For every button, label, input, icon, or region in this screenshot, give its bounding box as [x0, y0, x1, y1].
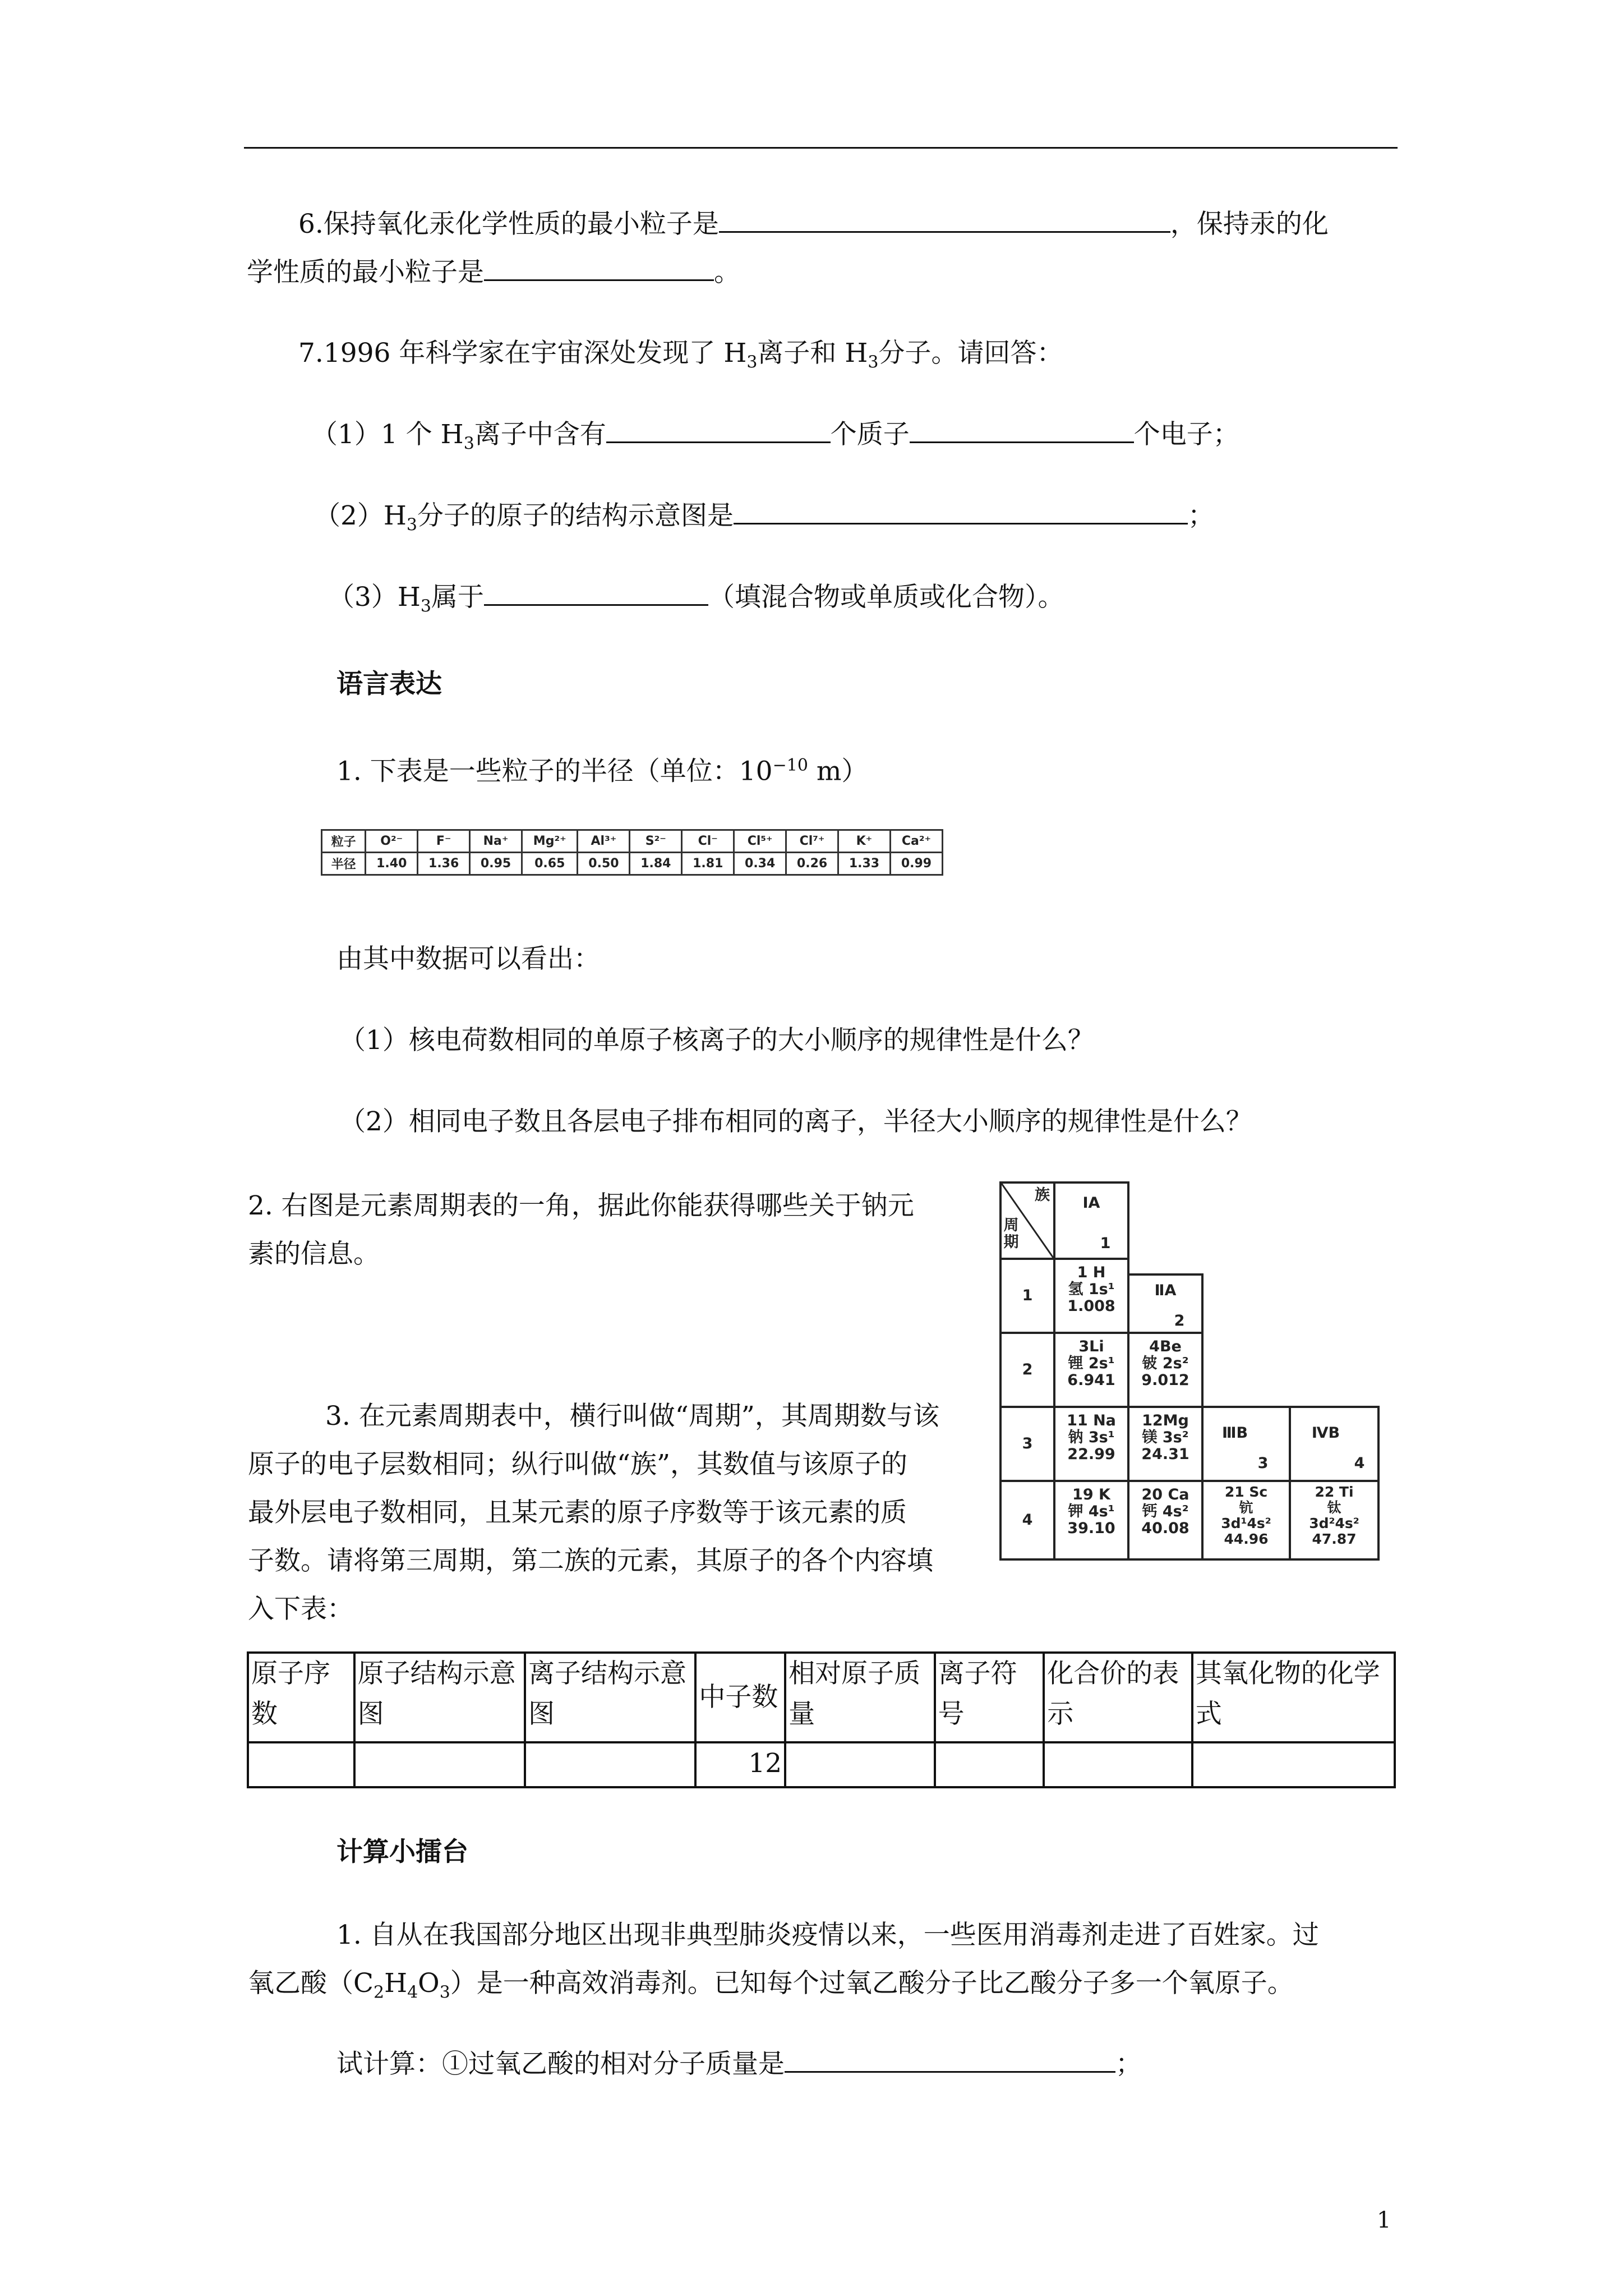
header-ion-symbol: 离子符号 [935, 1653, 1044, 1742]
lang-q1-text-b: m） [808, 756, 868, 787]
q7-s2-a: （2）H [314, 500, 407, 531]
element-cell-na [1053, 1406, 1129, 1482]
header-rule [244, 147, 1398, 149]
q7-sub1 [311, 412, 1239, 466]
element-symbol: 1 H [1077, 1264, 1106, 1281]
table-cell: K⁺ [838, 830, 891, 853]
table-cell: Cl⁻ [682, 830, 734, 853]
calc-q1-line1: 1. 自从在我国部分地区出现非典型肺炎疫情以来，一些医用消毒剂走进了百姓家。过 [336, 1920, 1319, 1950]
table-cell: 0.50 [578, 853, 630, 875]
lang-q3-line: 3. 在元素周期表中，横行叫做“周期”，其周期数与该 [325, 1401, 939, 1432]
element-config: 钠 3s¹ [1068, 1429, 1115, 1446]
element-mass: 24.31 [1141, 1446, 1189, 1463]
element-mass: 22.99 [1067, 1446, 1115, 1463]
element-symbol: 4Be [1149, 1338, 1182, 1355]
element-symbol: 3Li [1078, 1338, 1104, 1355]
page-number: 1 [1377, 2207, 1391, 2233]
table-cell: Cl⁵⁺ [734, 830, 786, 853]
group-header-ivb [1289, 1406, 1380, 1482]
header-neutron-number: 中子数 [695, 1653, 785, 1742]
header-atomic-number: 原子序数 [248, 1653, 354, 1742]
q7-s3-c: （填混合物或单质或化合物）。 [708, 582, 1064, 613]
answer-table-header-row [248, 1653, 1395, 1742]
period-label: 1 [999, 1258, 1055, 1334]
q7-sub: 3 [746, 352, 758, 372]
q6-line2 [247, 250, 740, 295]
element-symbol: 19 K [1072, 1486, 1110, 1503]
lang-q1-text-a: 1. 下表是一些粒子的半径（单位：10 [336, 756, 773, 787]
table-cell: 1.81 [682, 853, 734, 875]
lang-q3-line: 入下表： [248, 1594, 353, 1625]
formula-element: O [418, 1968, 440, 1999]
q6-blank-2[interactable] [484, 254, 714, 281]
element-config: 锂 2s¹ [1068, 1355, 1115, 1372]
element-config: 氢 1s¹ [1068, 1281, 1115, 1298]
table-cell: 1.33 [838, 853, 891, 875]
element-symbol: 21 Sc [1224, 1484, 1268, 1500]
header-valence: 化合价的表示 [1044, 1653, 1192, 1742]
q7-s2-b: 分子的原子的结构示意图是 [417, 500, 734, 531]
calc-q1-text-d: ； [1115, 2049, 1142, 2079]
radius-table-row [322, 830, 943, 853]
q6-text-a: 6.保持氧化汞化学性质的最小粒子是 [298, 209, 719, 240]
element-symbol: 11 Na [1067, 1412, 1116, 1429]
element-cell-li [1053, 1332, 1129, 1408]
element-config: 3d²4s² [1309, 1515, 1359, 1531]
q7-s3-b: 属于 [431, 582, 484, 613]
table-cell: 1.40 [366, 853, 418, 875]
answer-cell-neutron: 12 [695, 1742, 785, 1787]
period-label: 3 [999, 1406, 1055, 1482]
group-label: ⅢB [1221, 1424, 1248, 1442]
lang-q3-line: 原子的电子层数相同；纵行叫做“族”，其数值与该原子的 [248, 1449, 908, 1480]
table-cell: 0.34 [734, 853, 786, 875]
lang-q1-note: 由其中数据可以看出： [336, 944, 600, 974]
q7-intro-a: 7.1996 年科学家在宇宙深处发现了 H [298, 338, 747, 369]
element-name: 钛 [1327, 1499, 1341, 1516]
answer-cell-oxide[interactable] [1192, 1742, 1395, 1787]
lang-q1-sub1: （1）核电荷数相同的单原子核离子的大小顺序的规律性是什么？ [339, 1025, 1094, 1056]
element-mass: 9.012 [1141, 1372, 1189, 1389]
period-label: 2 [999, 1332, 1055, 1408]
group-label: ⅠA [1082, 1194, 1100, 1212]
lang-q2-line2: 素的信息。 [248, 1239, 380, 1269]
table-cell: Al³⁺ [578, 830, 630, 853]
element-name: 钪 [1239, 1499, 1253, 1516]
answer-cell-atomic-number[interactable] [248, 1742, 354, 1787]
q7-s3-a: （3）H [328, 582, 421, 613]
header-relative-mass: 相对原子质量 [785, 1653, 934, 1742]
element-config: 镁 3s² [1142, 1429, 1189, 1446]
lang-q3-line: 最外层电子数相同，且某元素的原子序数等于该元素的质 [248, 1497, 907, 1528]
group-header-ia [1053, 1181, 1129, 1260]
table-cell: 半径 [322, 853, 366, 875]
formula-sub: 3 [439, 1982, 450, 2003]
q6-blank-1[interactable] [719, 205, 1170, 233]
q6-text-c: 学性质的最小粒子是 [247, 257, 484, 288]
calc-q1-text-c: 试计算：①过氧乙酸的相对分子质量是 [336, 2049, 785, 2079]
answer-table-row [248, 1742, 1395, 1787]
calc-q1-text-b: ）是一种高效消毒剂。已知每个过氧乙酸分子比乙酸分子多一个氧原子。 [450, 1968, 1294, 1999]
table-cell: 0.95 [470, 853, 522, 875]
q7-intro-c: 分子。请回答： [878, 338, 1063, 369]
element-cell-h [1053, 1258, 1129, 1334]
periodic-table-corner [999, 1181, 1380, 1561]
element-symbol: 12Mg [1142, 1412, 1189, 1429]
answer-cell-ion-symbol[interactable] [935, 1742, 1044, 1787]
q7-sub: 3 [420, 596, 431, 616]
q7-s1-b: 离子中含有 [474, 419, 606, 450]
q6-text-b: ，保持汞的化 [1170, 209, 1329, 240]
q6-text-d: 。 [714, 257, 740, 288]
table-cell: Cl⁷⁺ [786, 830, 838, 853]
q7-sub2 [314, 494, 1214, 547]
element-mass: 6.941 [1067, 1372, 1115, 1389]
calc-q1-blank[interactable] [785, 2045, 1115, 2073]
periodic-header-corner [999, 1181, 1055, 1260]
header-atomic-structure: 原子结构示意图 [354, 1653, 525, 1742]
table-cell: 1.84 [630, 853, 682, 875]
element-mass: 39.10 [1067, 1520, 1115, 1537]
q7-blank-electrons[interactable] [910, 416, 1134, 443]
header-oxide-formula: 其氧化物的化学式 [1192, 1653, 1395, 1742]
lang-q1-title [336, 743, 868, 794]
element-config: 铍 2s² [1142, 1355, 1189, 1372]
period-label: 4 [999, 1480, 1055, 1561]
group-label: ⅣB [1311, 1424, 1340, 1442]
table-cell: 0.26 [786, 853, 838, 875]
element-cell-be [1127, 1332, 1204, 1408]
table-cell: Na⁺ [470, 830, 522, 853]
answer-cell-valence[interactable] [1044, 1742, 1192, 1787]
formula-sub: 4 [407, 1982, 418, 2003]
table-cell: 1.36 [418, 853, 470, 875]
q7-sub: 3 [406, 515, 417, 535]
element-config: 3d¹4s² [1221, 1515, 1271, 1531]
element-mass: 40.08 [1141, 1520, 1189, 1537]
q7-blank-type[interactable] [484, 578, 708, 606]
table-cell: Mg²⁺ [522, 830, 578, 853]
table-cell: S²⁻ [630, 830, 682, 853]
answer-cell-ion-structure[interactable] [525, 1742, 695, 1787]
calc-q1-line3 [336, 2042, 1142, 2087]
q7-s2-c: ； [1187, 500, 1214, 531]
group-number: 2 [1174, 1312, 1185, 1329]
group-header-iiib [1201, 1406, 1291, 1482]
q6-line1 [298, 202, 1329, 247]
q7-sub3 [328, 575, 1064, 629]
group-label: ⅡA [1154, 1282, 1177, 1299]
formula-sub: 2 [373, 1982, 385, 2003]
label-period: 周期 [1003, 1217, 1019, 1251]
table-cell: Ca²⁺ [890, 830, 942, 853]
element-symbol: 20 Ca [1141, 1486, 1189, 1503]
element-cell-ca [1127, 1480, 1204, 1561]
lang-q2-line1: 2. 右图是元素周期表的一角，据此你能获得哪些关于钠元 [248, 1190, 914, 1221]
calc-q1-text-a: 氧乙酸（C [248, 1968, 374, 1999]
group-number: 1 [1100, 1235, 1111, 1252]
q7-sub: 3 [868, 352, 879, 372]
table-cell: F⁻ [418, 830, 470, 853]
answer-cell-relative-mass[interactable] [785, 1742, 934, 1787]
label-group: 族 [1035, 1186, 1050, 1204]
calc-q1-line2 [248, 1961, 1294, 2015]
answer-cell-atomic-structure[interactable] [354, 1742, 525, 1787]
element-config: 钙 4s² [1142, 1503, 1189, 1520]
lang-q1-exponent: −10 [772, 756, 808, 775]
table-cell: 粒子 [322, 830, 366, 853]
element-cell-sc [1201, 1480, 1291, 1561]
q7-s1-c: 个质子 [830, 419, 910, 450]
group-number: 3 [1257, 1455, 1269, 1472]
answer-table [247, 1651, 1396, 1788]
element-cell-k [1053, 1480, 1129, 1561]
q7-blank-diagram[interactable] [734, 497, 1188, 524]
table-cell: 0.65 [522, 853, 578, 875]
element-cell-ti [1289, 1480, 1380, 1561]
header-ion-structure: 离子结构示意图 [525, 1653, 695, 1742]
group-number: 4 [1354, 1455, 1365, 1472]
element-mass: 1.008 [1067, 1297, 1115, 1315]
element-symbol: 22 Ti [1315, 1484, 1354, 1500]
section-heading-language: 语言表达 [336, 669, 442, 700]
q7-sub: 3 [463, 434, 474, 454]
element-config: 钾 4s¹ [1068, 1503, 1115, 1520]
lang-q1-sub2: （2）相同电子数且各层电子排布相同的离子，半径大小顺序的规律性是什么？ [339, 1106, 1252, 1137]
radius-table-row [322, 853, 943, 875]
section-heading-calc: 计算小擂台 [336, 1837, 468, 1867]
q7-s1-a: （1）1 个 H [311, 419, 464, 450]
q7-intro [298, 331, 1063, 385]
table-cell: O²⁻ [366, 830, 418, 853]
formula-element: H [384, 1968, 408, 1999]
q7-intro-b: 离子和 H [757, 338, 868, 369]
element-cell-mg [1127, 1406, 1204, 1482]
element-mass: 44.96 [1224, 1531, 1269, 1547]
table-cell: 0.99 [890, 853, 942, 875]
group-header-iia [1127, 1273, 1204, 1334]
q7-blank-protons[interactable] [606, 416, 831, 443]
radius-table [321, 829, 943, 876]
q7-s1-d: 个电子； [1133, 419, 1239, 450]
lang-q3-line: 子数。请将第三周期，第二族的元素，其原子的各个内容填 [248, 1545, 933, 1576]
element-mass: 47.87 [1312, 1531, 1357, 1547]
